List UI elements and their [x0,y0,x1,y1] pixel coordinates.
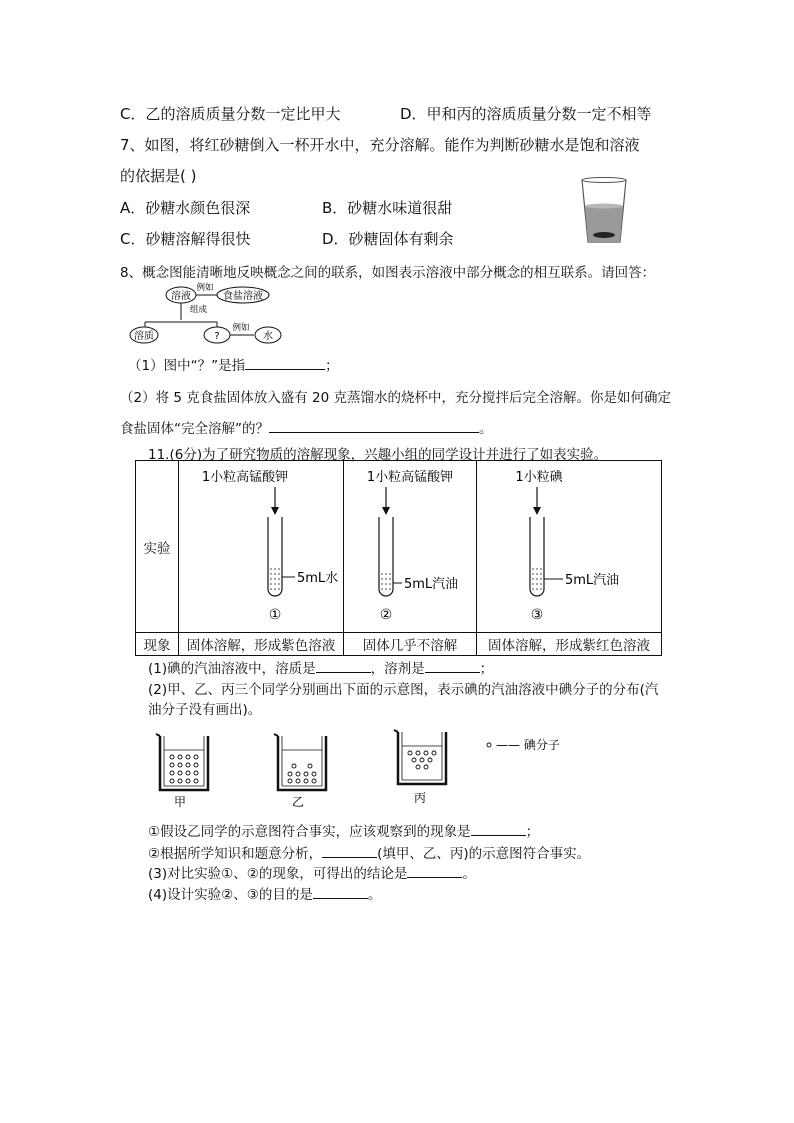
q8-sub2-blank[interactable] [269,418,479,433]
q7-stem-line1: 7、如图，将红砂糖倒入一杯开水中，充分溶解。能作为判断砂糖水是饱和溶液 [120,136,640,154]
beaker-yi-icon [274,734,326,790]
observation-3: 固体溶解，形成紫红色溶液 [477,633,662,656]
tube3-top-label: 1小粒碘 [515,470,563,485]
q11-sub3-blank[interactable] [407,863,462,878]
beaker-label-yi: 乙 [291,795,305,809]
q7-stem-line2: 的依据是( ) [120,167,197,185]
beaker-label-bing: 丙 [413,791,427,805]
iodine-molecule-legend-icon [487,743,491,747]
sugar-cup-icon [578,176,630,246]
concept-water: 水 [263,331,273,342]
experiment-cell-2 [344,461,477,633]
beaker-label-jia: 甲 [173,795,187,809]
q7-option-c: C．砂糖溶解得很快 [120,230,251,248]
tube1-liquid-label: 5mL水 [297,571,339,586]
concept-salt-solution: 食盐溶液 [223,291,263,302]
row-label-observation: 现象 [136,633,179,656]
concept-compose: 组成 [190,305,208,315]
q11-sub3: (3)对比实验①、②的现象，可得出的结论是 。 [148,862,476,882]
beaker-bing-icon [394,730,446,784]
tube2-top-label: 1小粒高锰酸钾 [366,470,454,485]
q8-sub1: （1）图中“？”是指 ； [128,354,339,374]
q11-sub2-line2: 油分子没有画出)。 [148,702,262,718]
beaker-jia-icon [156,734,208,790]
tube2-liquid-label: 5mL汽油 [404,577,459,592]
tube3-liquid-label: 5mL汽油 [565,573,620,588]
concept-unknown: ? [214,331,220,342]
experiment-cell-1 [179,461,344,633]
q6-option-c: C．乙的溶质质量分数一定比甲大 [120,105,341,123]
q11-sub1: (1)碘的汽油溶液中，溶质是 ，溶剂是 ； [148,657,493,677]
row-label-experiment: 实验 [136,461,179,633]
tube2-number: ② [379,607,393,623]
experiment-table [135,460,662,656]
tube1-top-label: 1小粒高锰酸钾 [201,470,289,485]
q11-sub1-blank-solvent[interactable] [425,658,480,673]
concept-example1: 例如 [196,283,214,293]
q11-sub4-blank[interactable] [313,884,368,899]
observation-1: 固体溶解，形成紫色溶液 [179,633,344,656]
q8-stem: 8、概念图能清晰地反映概念之间的联系，如图表示溶液中部分概念的相互联系。请回答： [120,265,656,281]
legend-label: —— 碘分子 [496,738,560,752]
tube3-number: ③ [530,607,544,623]
q11-sub2-ii: ②根据所学知识和题意分析， (填甲、乙、丙)的示意图符合事实。 [148,842,590,862]
concept-solution: 溶液 [171,291,191,302]
q8-sub2-line1: （2）将 5 克食盐固体放入盛有 20 克蒸馏水的烧杯中，充分搅拌后完全溶解。你是如何确定 [120,390,672,406]
q11-sub2-line1: (2)甲、乙、丙三个同学分别画出下面的示意图，表示碘的汽油溶液中碘分子的分布(汽 [148,682,659,698]
q11-sub2-ii-blank[interactable] [322,843,377,858]
q11-sub2-i-blank[interactable] [471,821,526,836]
experiment-cell-3 [477,461,662,633]
q8-sub1-blank[interactable] [245,355,325,370]
q8-sub2-line2: 食盐固体“完全溶解”的？ 。 [120,417,493,437]
q11-sub4: (4)设计实验②、③的目的是 。 [148,883,381,903]
q11-stem: 11.(6分)为了研究物质的溶解现象，兴趣小组的同学设计并进行了如表实验。 [148,447,608,463]
q11-sub2-i: ①假设乙同学的示意图符合事实，应该观察到的现象是 ； [148,820,539,840]
q7-option-b: B．砂糖水味道很甜 [322,199,453,217]
tube1-number: ① [268,607,282,623]
concept-solute: 溶质 [134,331,154,342]
q6-option-d: D．甲和丙的溶质质量分数一定不相等 [400,105,652,123]
q7-option-a: A．砂糖水颜色很深 [120,199,251,217]
q11-sub1-blank-solute[interactable] [316,658,371,673]
observation-2: 固体几乎不溶解 [344,633,477,656]
beaker-diagrams [150,728,590,810]
concept-map-diagram [128,282,298,348]
q7-option-d: D．砂糖固体有剩余 [322,230,454,248]
concept-example2: 例如 [232,323,250,333]
